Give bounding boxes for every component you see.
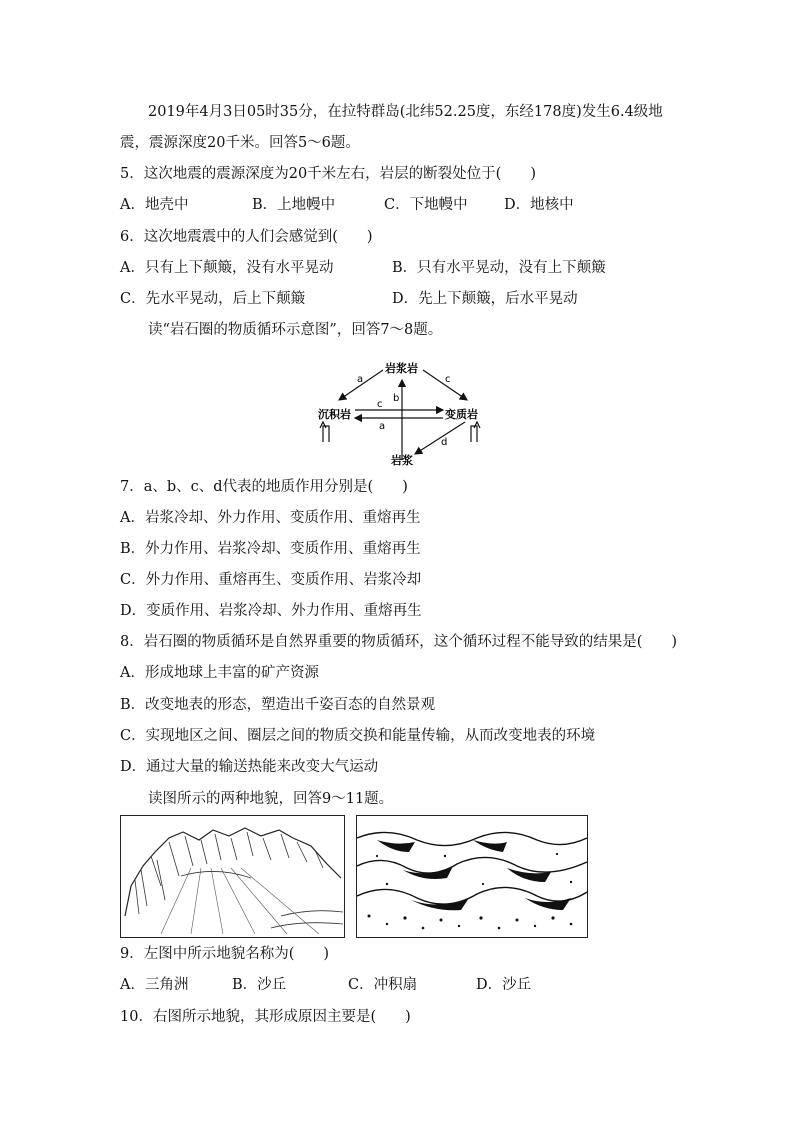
question-9-stem: 9．左图中所示地貌名称为( )	[120, 946, 330, 962]
question-6-option-b: B．只有水平晃动，没有上下颠簸	[392, 260, 606, 276]
question-7-option-b: B．外力作用、岩浆冷却、变质作用、重熔再生	[120, 541, 421, 557]
question-10-stem: 10．右图所示地貌，其形成原因主要是( )	[120, 1009, 411, 1025]
question-7-option-d: D．变质作用、岩浆冷却、外力作用、重熔再生	[120, 603, 422, 619]
question-9-option-d: D．沙丘	[476, 977, 532, 993]
question-6-option-c: C．先水平晃动，后上下颠簸	[120, 291, 306, 307]
question-5-stem: 5．这次地震的震源深度为20千米左右，岩层的断裂处位于( )	[120, 166, 536, 182]
label-b: b	[393, 393, 400, 404]
question-8-stem: 8．岩石圈的物质循环是自然界重要的物质循环，这个循环过程不能导致的结果是( )	[120, 634, 678, 650]
question-6-stem: 6．这次地震震中的人们会感觉到( )	[120, 229, 373, 245]
question-7-stem: 7．a、b、c、d代表的地质作用分别是( )	[120, 479, 408, 495]
instruction-7-8: 读“岩石圈的物质循环示意图”，回答7～8题。	[148, 322, 443, 338]
question-5-option-a: A．地壳中	[120, 197, 189, 213]
label-d: d	[441, 437, 448, 448]
question-5-option-d: D．地核中	[504, 197, 574, 213]
question-7-option-a: A．岩浆冷却、外力作用、变质作用、重熔再生	[120, 510, 421, 526]
label-a-top: a	[357, 374, 364, 385]
question-9-option-b: B．沙丘	[232, 977, 287, 993]
alluvial-fan-image	[121, 816, 344, 937]
node-sedimentary-rock: 沉积岩	[318, 408, 351, 421]
loop-arrow-right	[471, 426, 477, 442]
question-6-option-a: A．只有上下颠簸，没有水平晃动	[120, 260, 334, 276]
intro-line-2: 震，震源深度20千米。回答5～6题。	[120, 135, 360, 151]
question-6-option-d: D．先上下颠簸，后水平晃动	[392, 291, 578, 307]
node-magma: 岩浆	[391, 454, 413, 467]
label-c-middle: c	[377, 399, 383, 410]
instruction-9-11: 读图所示的两种地貌，回答9～11题。	[148, 791, 394, 807]
right-landform-figure	[356, 815, 588, 938]
question-5-option-c: C．下地幔中	[384, 197, 468, 213]
label-c-top: c	[445, 374, 451, 385]
question-8-option-c: C．实现地区之间、圈层之间的物质交换和能量传输，从而改变地表的环境	[120, 728, 596, 744]
node-magmatic-rock: 岩浆岩	[385, 362, 418, 375]
arrow-d-right-to-bottom	[415, 422, 465, 454]
question-9-option-c: C．冲积扇	[348, 977, 418, 993]
left-landform-figure	[120, 815, 345, 938]
intro-line-1: 2019年4月3日05时35分，在拉特群岛(北纬52.25度，东经178度)发生6.4级地	[148, 104, 663, 120]
question-8-option-b: B．改变地表的形态，塑造出千姿百态的自然景观	[120, 697, 436, 713]
rock-cycle-diagram	[315, 356, 495, 470]
question-9-option-a: A．三角洲	[120, 977, 189, 993]
node-metamorphic-rock: 变质岩	[445, 408, 478, 421]
question-8-option-a: A．形成地球上丰富的矿产资源	[120, 665, 319, 681]
question-8-option-d: D．通过大量的输送热能来改变大气运动	[120, 759, 379, 775]
question-5-option-b: B．上地幔中	[252, 197, 336, 213]
label-a-middle: a	[379, 421, 386, 432]
question-7-option-c: C．外力作用、重熔再生、变质作用、岩浆冷却	[120, 572, 422, 588]
loop-arrow-left	[323, 426, 329, 442]
sand-dunes-image	[357, 816, 587, 937]
